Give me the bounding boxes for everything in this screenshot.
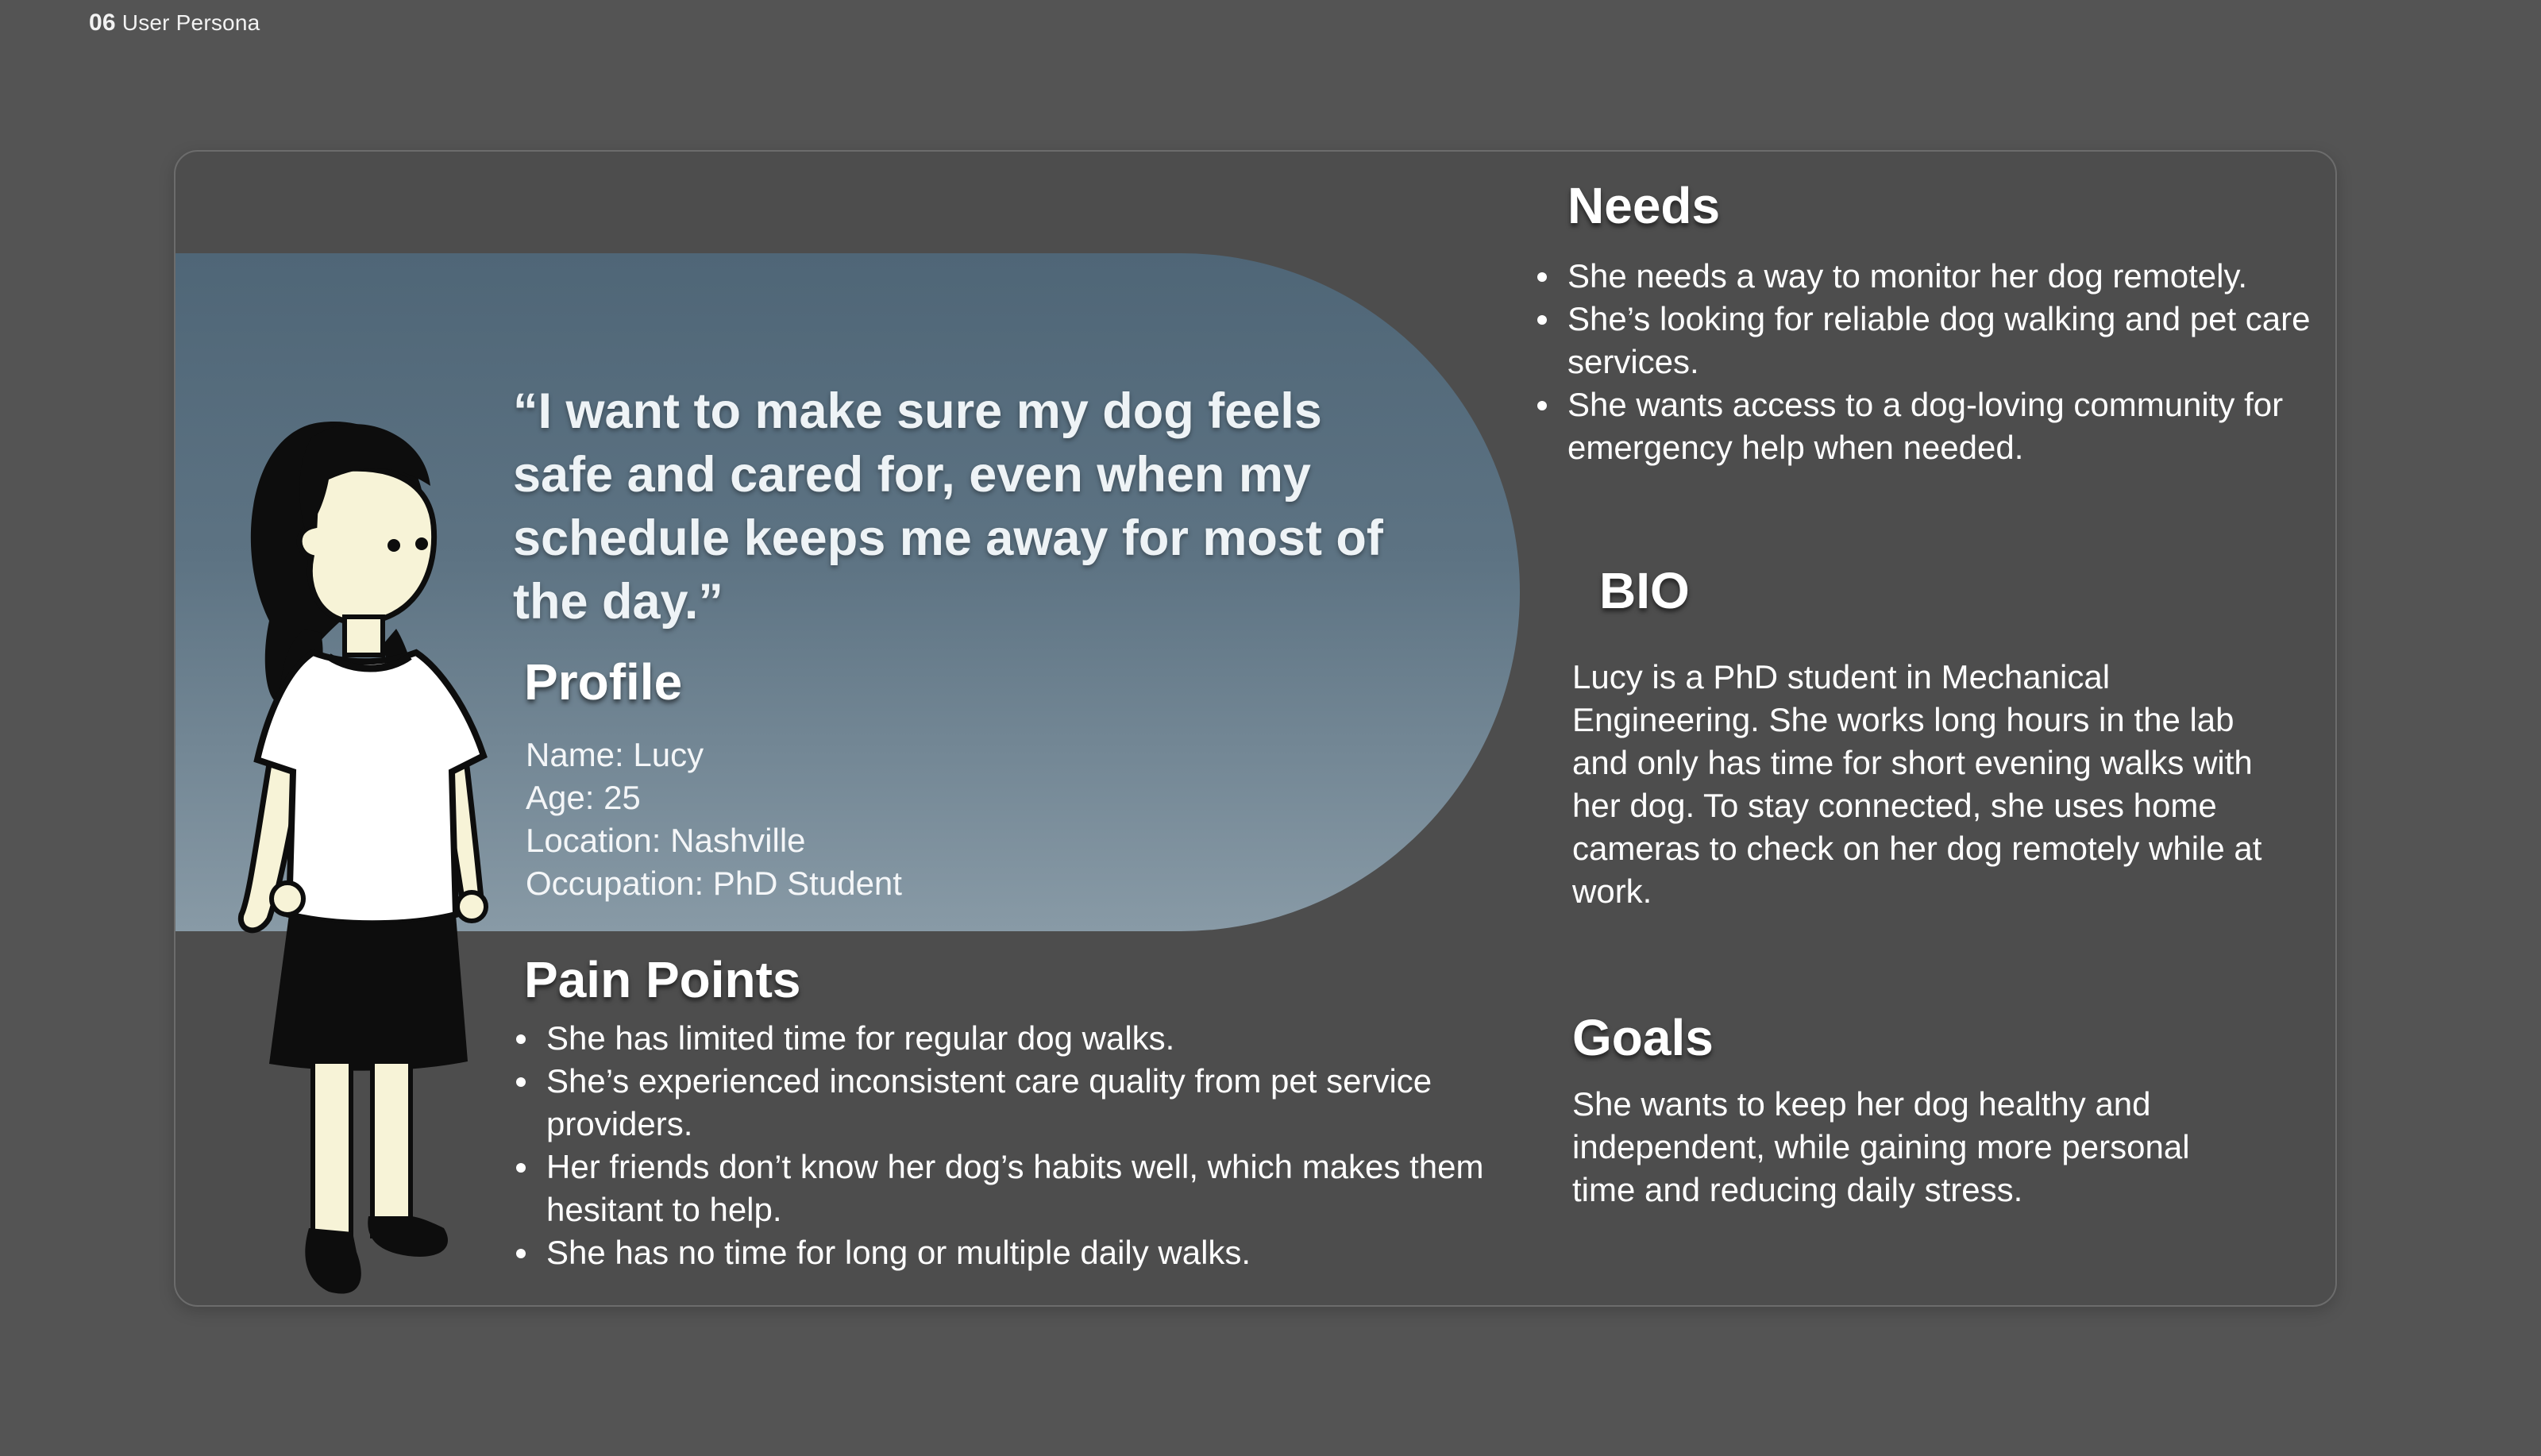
persona-quote: “I want to make sure my dog feels safe and cared for, even when my schedule keeps me away for most of the day.” [513, 383, 1383, 630]
slide-label [89, 10, 260, 37]
need-item: She needs a way to monitor her dog remotely. [1534, 255, 2328, 298]
left-hand-shape [272, 883, 303, 915]
profile-name: Name: Lucy [526, 736, 704, 773]
need-item: She wants access to a dog-loving community for emergency help when needed. [1534, 383, 2328, 469]
profile-list [526, 734, 902, 905]
left-leg-shape [313, 1061, 351, 1244]
pain-point-item: She has limited time for regular dog walks. [513, 1017, 1490, 1060]
right-eye-shape [415, 537, 428, 550]
pain-point-item: She’s experienced inconsistent care quality from pet service providers. [513, 1060, 1490, 1146]
slide-title: User Persona [121, 10, 260, 35]
need-item: She’s looking for reliable dog walking and pet care services. [1534, 298, 2328, 383]
left-shoe-shape [305, 1228, 361, 1294]
left-eye-shape [388, 539, 400, 552]
goals-heading: Goals [1572, 1009, 1714, 1066]
needs-heading: Needs [1567, 177, 1721, 234]
pain-point-item: Her friends don’t know her dog’s habits well, which makes them hesitant to help. [513, 1146, 1490, 1231]
pain-point-item: She has no time for long or multiple daily walks. [513, 1231, 1490, 1274]
skirt-shape [269, 915, 468, 1071]
needs-list [1534, 255, 2328, 469]
slide-number: 06 [89, 10, 116, 36]
profile-age: Age: 25 [526, 779, 641, 816]
profile-heading: Profile [524, 653, 683, 711]
pain-points-heading: Pain Points [524, 951, 801, 1008]
right-shoe-shape [368, 1216, 448, 1257]
pain-points-list [513, 1017, 1490, 1274]
bio-heading: BIO [1599, 562, 1690, 619]
right-leg-shape [372, 1061, 411, 1236]
profile-location: Location: Nashville [526, 822, 806, 859]
bio-text: Lucy is a PhD student in Mechanical Engineering. She works long hours in the lab and only has time for short evening walks with her dog. To stay connected, she uses home cameras to check on her dog remotely while at work. [1572, 658, 2262, 910]
neck-shape [345, 617, 383, 655]
persona-illustration [226, 391, 511, 1297]
goals-text: She wants to keep her dog healthy and independent, while gaining more personal time and reducing daily stress. [1572, 1085, 2190, 1208]
profile-occupation: Occupation: PhD Student [526, 865, 902, 902]
right-hand-shape [457, 892, 486, 921]
